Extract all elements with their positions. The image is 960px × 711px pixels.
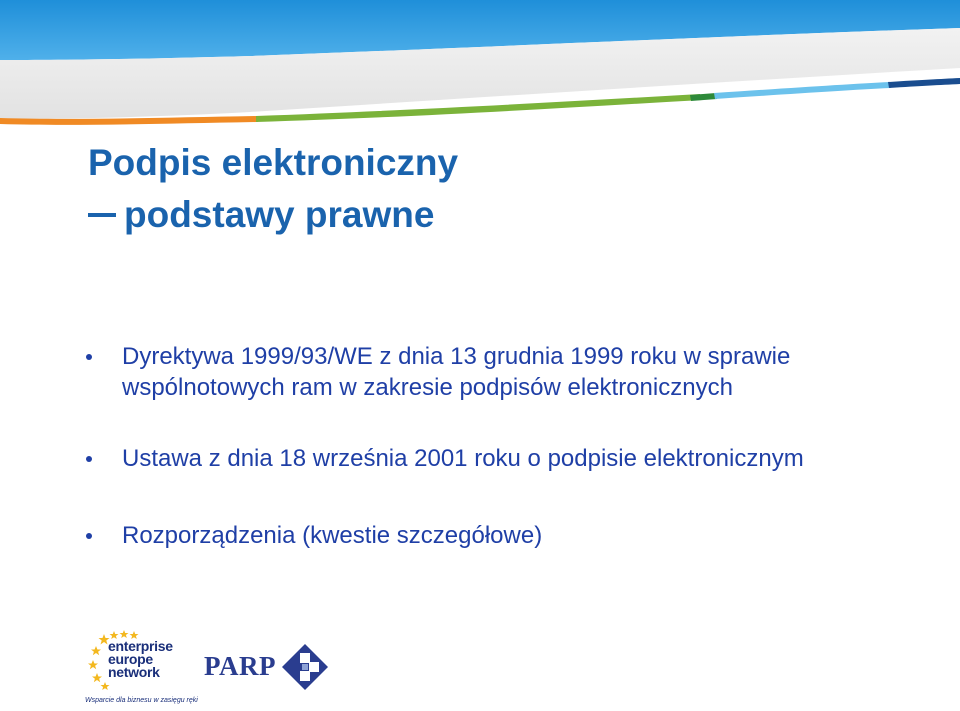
bullet-text-line: wspólnotowych ram w zakresie podpisów elektronicznych <box>122 374 733 401</box>
header-stripe-lightblue <box>714 82 891 99</box>
header-stripe-darkgreen <box>690 93 717 101</box>
een-logo-line: enterprise <box>108 638 173 654</box>
een-logo-line: network <box>108 664 160 680</box>
een-logo-line: europe <box>108 651 153 667</box>
bullet-dot-icon <box>86 456 92 462</box>
title-line-2 <box>88 194 458 236</box>
title-line-2-text: podstawy prawne <box>124 194 435 235</box>
title-dash <box>88 213 116 217</box>
bullet-item <box>84 520 944 551</box>
parp-logo-text: PARP <box>204 651 276 681</box>
bullet-text-line: Ustawa z dnia 18 września 2001 roku o podpisie elektronicznym <box>122 445 804 472</box>
bullet-list <box>84 341 944 551</box>
header-stripe-navy <box>888 78 960 88</box>
parp-diamond-icon <box>281 643 329 691</box>
bullet-text-line: Dyrektywa 1999/93/WE z dnia 13 grudnia 1999 roku w sprawie <box>122 343 791 370</box>
bullet-item <box>84 443 944 474</box>
bullet-item <box>84 341 944 403</box>
slide-title <box>88 142 458 236</box>
een-tagline: Wsparcie dla biznesu w zasięgu ręki <box>85 697 198 704</box>
title-line-1: Podpis elektroniczny <box>88 142 459 183</box>
header-decoration <box>0 0 960 140</box>
bullet-dot-icon <box>86 533 92 539</box>
een-logo-text <box>108 640 173 679</box>
bullet-dot-icon <box>86 354 92 360</box>
bullet-text-line: Rozporządzenia (kwestie szczegółowe) <box>122 522 543 549</box>
